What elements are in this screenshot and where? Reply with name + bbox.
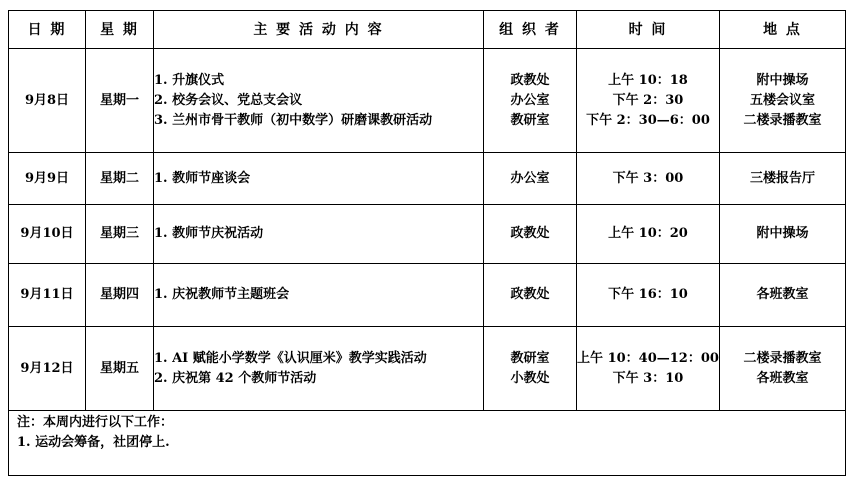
header-place: 地 点	[720, 11, 846, 49]
place-item: 二楼录播教室	[743, 350, 822, 366]
table-row	[9, 49, 846, 153]
organizer-item: 小教处	[510, 370, 550, 386]
time-item: 上午 10：18	[608, 72, 688, 88]
organizer-item: 政教处	[510, 72, 550, 88]
activity-item: 2. 庆祝第 42 个教师节活动	[154, 370, 317, 386]
time-item: 下午 16：10	[608, 287, 688, 302]
date-cell: 9月11日	[9, 264, 86, 327]
weekday-cell: 星期五	[86, 327, 154, 411]
place-cell	[720, 205, 846, 264]
organizer-item: 教研室	[510, 350, 550, 366]
place-item: 附中操场	[756, 72, 809, 88]
header-row	[9, 11, 846, 49]
time-cell	[577, 153, 720, 205]
time-item: 下午 3：10	[612, 370, 684, 386]
time-item: 下午 3：00	[612, 170, 684, 186]
activities-cell	[154, 205, 484, 264]
table-row	[9, 264, 846, 327]
table-row	[9, 205, 846, 264]
time-item: 下午 2：30—6：00	[586, 112, 710, 128]
activity-item: 1. 教师节座谈会	[154, 170, 251, 186]
organizer-item: 教研室	[510, 112, 550, 128]
date-cell: 9月12日	[9, 327, 86, 411]
header-weekday: 星 期	[86, 11, 154, 49]
place-item: 附中操场	[756, 226, 809, 241]
table-row	[9, 153, 846, 205]
date-cell: 9月10日	[9, 205, 86, 264]
place-item: 二楼录播教室	[743, 112, 822, 128]
date-cell: 9月9日	[9, 153, 86, 205]
activity-item: 1. AI 赋能小学数学《认识厘米》教学实践活动	[154, 350, 427, 366]
organizer-cell	[484, 327, 577, 411]
organizer-cell	[484, 153, 577, 205]
activity-item: 1. 升旗仪式	[154, 72, 225, 88]
activities-cell	[154, 153, 484, 205]
weekday-cell: 星期二	[86, 153, 154, 205]
time-cell	[577, 264, 720, 327]
note-item: 1. 运动会筹备，社团停上.	[17, 435, 170, 450]
organizer-cell	[484, 205, 577, 264]
organizer-cell	[484, 49, 577, 153]
activity-item: 1. 教师节庆祝活动	[154, 226, 264, 241]
organizer-item: 办公室	[510, 170, 550, 186]
date-cell: 9月8日	[9, 49, 86, 153]
header-time: 时 间	[577, 11, 720, 49]
weekday-cell: 星期四	[86, 264, 154, 327]
header-date: 日 期	[9, 11, 86, 49]
time-item: 下午 2：30	[612, 92, 684, 108]
note-row	[9, 411, 846, 476]
activities-cell	[154, 264, 484, 327]
place-cell	[720, 327, 846, 411]
table-row	[9, 327, 846, 411]
place-item: 五楼会议室	[749, 92, 815, 108]
organizer-item: 政教处	[510, 226, 550, 241]
weekday-cell: 星期一	[86, 49, 154, 153]
time-cell	[577, 327, 720, 411]
place-item: 各班教室	[756, 287, 809, 302]
activity-item: 1. 庆祝教师节主题班会	[154, 287, 290, 302]
organizer-item: 办公室	[510, 92, 550, 108]
activity-item: 3. 兰州市骨干教师（初中数学）研磨课教研活动	[154, 112, 433, 128]
organizer-item: 政教处	[510, 287, 550, 302]
time-cell	[577, 49, 720, 153]
place-cell	[720, 153, 846, 205]
activities-cell	[154, 49, 484, 153]
place-item: 各班教室	[756, 370, 809, 386]
activity-item: 2. 校务会议、党总支会议	[154, 92, 303, 108]
place-item: 三楼报告厅	[749, 170, 815, 186]
place-cell	[720, 49, 846, 153]
note-title: 注：本周内进行以下工作：	[17, 415, 174, 430]
note-cell	[9, 411, 846, 476]
header-organizer: 组 织 者	[484, 11, 577, 49]
header-content: 主 要 活 动 内 容	[154, 11, 484, 49]
activities-cell	[154, 327, 484, 411]
weekly-schedule-table	[8, 10, 846, 476]
time-cell	[577, 205, 720, 264]
place-cell	[720, 264, 846, 327]
weekday-cell: 星期三	[86, 205, 154, 264]
organizer-cell	[484, 264, 577, 327]
time-item: 上午 10：20	[608, 226, 688, 241]
time-item: 上午 10：40—12：00	[577, 350, 719, 366]
